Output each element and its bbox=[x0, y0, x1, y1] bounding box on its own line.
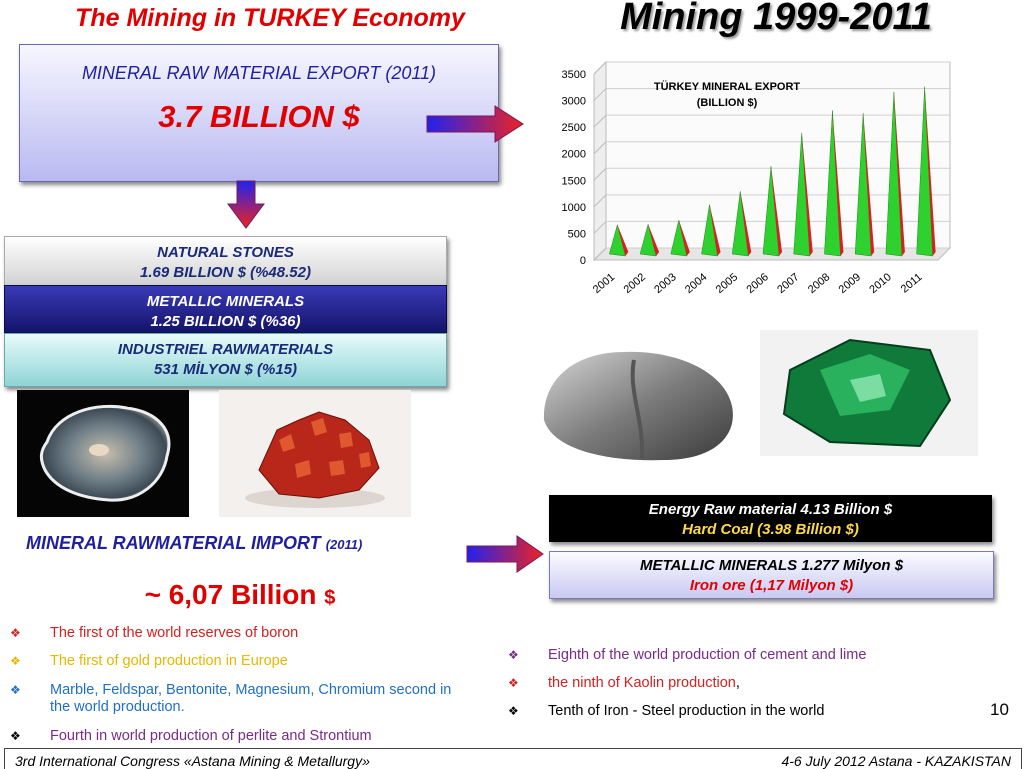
list-item-text: Eighth of the world production of cement and lime bbox=[548, 647, 867, 663]
x-tick-label: 2007 bbox=[775, 271, 802, 297]
down-arrow-icon bbox=[226, 180, 266, 230]
category-value: 531 MİLYON $ (%15) bbox=[153, 361, 298, 378]
import-amount: ~ 6,07 Billion bbox=[144, 579, 317, 610]
chart-section-title: Mining 1999-2011 bbox=[620, 0, 932, 38]
y-tick-label: 0 bbox=[579, 255, 586, 267]
metallic-minerals-box bbox=[549, 551, 994, 599]
x-tick-label: 2003 bbox=[652, 271, 679, 297]
vanadinite-photo bbox=[219, 390, 411, 517]
list-item-suffix: , bbox=[735, 675, 740, 691]
right-arrow-icon bbox=[465, 534, 545, 574]
chart-side-wall bbox=[594, 62, 606, 260]
y-tick-label: 500 bbox=[567, 228, 586, 241]
diamond-bullet-icon: ❖ bbox=[10, 683, 21, 697]
hard-coal-line: Hard Coal (3.98 Billion $) bbox=[682, 521, 859, 538]
diamond-bullet-icon: ❖ bbox=[10, 729, 21, 743]
y-tick-label: 2000 bbox=[561, 148, 586, 161]
y-tick-label: 3500 bbox=[561, 69, 586, 81]
category-name: METALLIC MINERALS bbox=[146, 293, 305, 310]
diamond-bullet-icon: ❖ bbox=[508, 648, 519, 662]
x-tick-label: 2006 bbox=[744, 271, 771, 297]
list-item-text: Tenth of Iron - Steel production in the world bbox=[548, 703, 825, 719]
category-natural-stones bbox=[4, 236, 447, 286]
import-heading-text: MINERAL RAWMATERIAL IMPORT bbox=[26, 533, 321, 553]
green-crystal-photo bbox=[760, 330, 978, 456]
iron-nugget-photo bbox=[524, 340, 750, 466]
diamond-bullet-icon: ❖ bbox=[10, 626, 21, 640]
import-value bbox=[0, 579, 480, 611]
export-heading: MINERAL RAW MATERIAL EXPORT (2011) bbox=[81, 63, 437, 83]
category-metallic-minerals bbox=[4, 285, 447, 333]
export-value: 3.7 BILLION $ bbox=[158, 99, 360, 134]
category-value: 1.25 BILLION $ (%36) bbox=[150, 313, 301, 330]
import-currency: $ bbox=[324, 587, 336, 609]
category-name: INDUSTRIEL RAWMATERIALS bbox=[117, 341, 334, 358]
footer-congress: 3rd International Congress «Astana Mining & Metallurgy» bbox=[15, 753, 370, 769]
diamond-bullet-icon: ❖ bbox=[10, 654, 21, 668]
category-industrial-rawmaterials bbox=[4, 333, 447, 387]
category-value: 1.69 BILLION $ (%48.52) bbox=[140, 264, 311, 281]
footer bbox=[4, 748, 1022, 769]
chart-title: TÜRKEY MINERAL EXPORT bbox=[653, 81, 801, 93]
category-name: NATURAL STONES bbox=[157, 244, 294, 261]
diamond-bullet-icon: ❖ bbox=[508, 704, 519, 718]
y-tick-label: 1500 bbox=[561, 175, 586, 188]
list-item-text bbox=[548, 675, 740, 692]
chart-subtitle: (BILLION $) bbox=[696, 97, 758, 109]
list-item-text: The first of gold production in Europe bbox=[50, 653, 288, 669]
import-year: (2011) bbox=[325, 537, 363, 552]
x-tick-label: 2004 bbox=[683, 271, 710, 297]
x-tick-label: 2011 bbox=[898, 271, 925, 296]
x-tick-label: 2005 bbox=[713, 271, 741, 297]
list-item-text-main: the ninth of Kaolin production bbox=[548, 675, 736, 691]
import-heading bbox=[26, 533, 362, 554]
page-number: 10 bbox=[990, 700, 1009, 719]
y-tick-label: 1000 bbox=[561, 201, 586, 214]
agate-photo bbox=[17, 390, 189, 517]
diamond-bullet-icon: ❖ bbox=[508, 676, 519, 690]
list-item-text: The first of the world reserves of boron bbox=[50, 625, 299, 641]
metallic-line: METALLIC MINERALS 1.277 Milyon $ bbox=[639, 557, 904, 574]
energy-line: Energy Raw material 4.13 Billion $ bbox=[648, 501, 893, 518]
export-chart bbox=[540, 52, 960, 332]
iron-ore-line: Iron ore (1,17 Milyon $) bbox=[689, 577, 854, 594]
y-tick-label: 3000 bbox=[561, 95, 586, 108]
x-tick-label: 2009 bbox=[836, 271, 864, 297]
page-title: The Mining in TURKEY Economy bbox=[75, 4, 465, 32]
right-arrow-icon bbox=[425, 104, 525, 144]
x-tick-label: 2002 bbox=[621, 271, 649, 297]
footer-date-place: 4-6 July 2012 Astana - KAZAKISTAN bbox=[781, 753, 1011, 769]
x-tick-label: 2010 bbox=[867, 271, 894, 297]
y-tick-label: 2500 bbox=[561, 122, 586, 135]
list-item-text: Fourth in world production of perlite and Strontium bbox=[50, 728, 372, 744]
energy-raw-material-box bbox=[549, 495, 992, 542]
x-tick-label: 2001 bbox=[590, 271, 618, 297]
list-item-text: Marble, Feldspar, Bentonite, Magnesium, Chromium second in the world production. bbox=[50, 682, 452, 715]
x-tick-label: 2008 bbox=[805, 271, 833, 297]
